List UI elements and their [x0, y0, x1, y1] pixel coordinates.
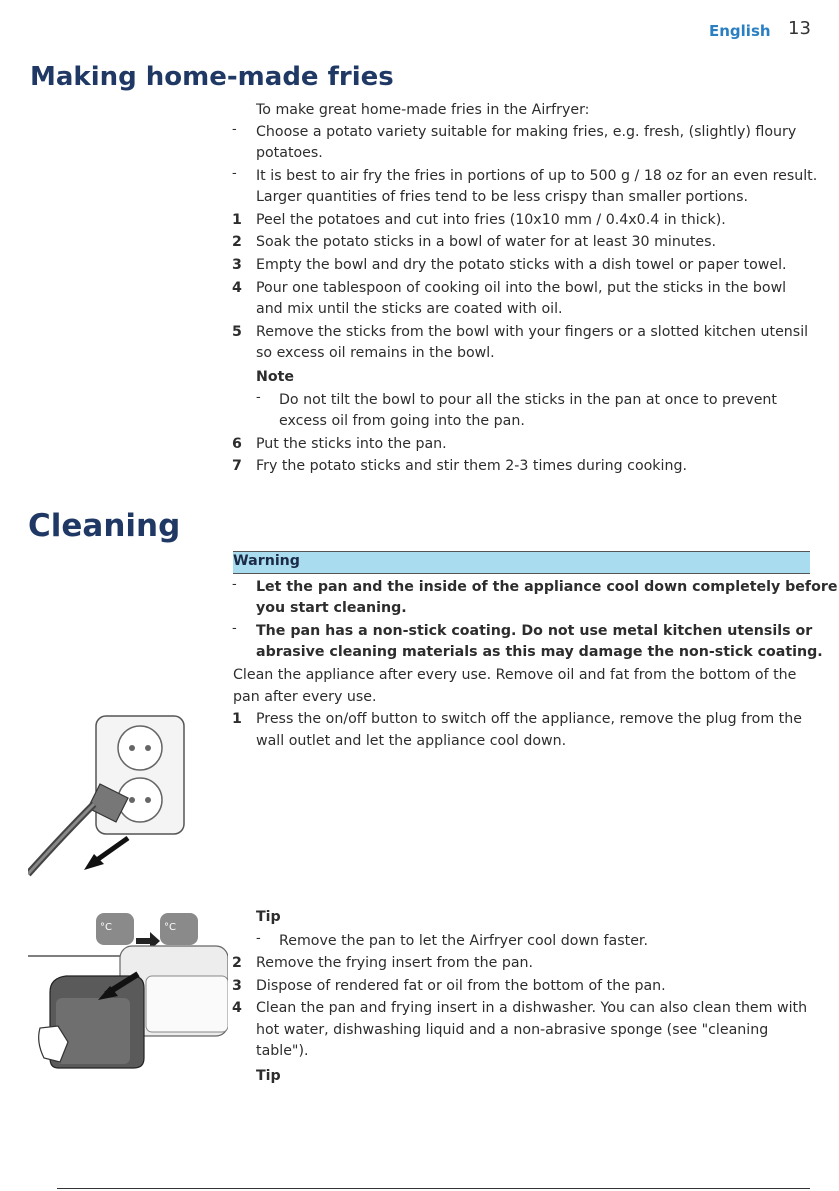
- step-4-line2: and mix until the sticks are coated with oil.: [256, 301, 563, 317]
- step-number: 6: [232, 436, 242, 452]
- bullet-2-line1: It is best to air fry the fries in portions of up to 500 g / 18 oz for an even result.: [256, 168, 818, 184]
- step-number: 1: [232, 711, 242, 727]
- bullet-2-line2: Larger quantities of fries tend to be less crispy than smaller portions.: [256, 189, 749, 205]
- clean-step-1-line2: wall outlet and let the appliance cool down.: [256, 733, 567, 749]
- warning-2-line2: abrasive cleaning materials as this may damage the non-stick coating.: [256, 644, 823, 660]
- note-label: Note: [256, 369, 295, 385]
- warning-1-line1: Let the pan and the inside of the appliance cool down completely before: [256, 579, 838, 595]
- warning-1-line2: you start cleaning.: [256, 600, 407, 616]
- cleaning-para-line2: pan after every use.: [233, 689, 377, 705]
- step-5-line2: so excess oil remains in the bowl.: [256, 345, 495, 361]
- bullet-1-line2: potatoes.: [256, 145, 323, 161]
- step-4-line1: Pour one tablespoon of cooking oil into the bowl, put the sticks in the bowl: [256, 280, 787, 296]
- section-title-cleaning: Cleaning: [28, 508, 181, 544]
- clean-step-4-line1: Clean the pan and frying insert in a dishwasher. You can also clean them with: [256, 1000, 808, 1016]
- bullet-dash: -: [232, 166, 237, 181]
- step-number: 5: [232, 324, 242, 340]
- step-number: 3: [232, 257, 242, 273]
- clean-step-3-text: Dispose of rendered fat or oil from the bottom of the pan.: [256, 978, 666, 994]
- step-7-text: Fry the potato sticks and stir them 2-3 times during cooking.: [256, 458, 687, 474]
- step-5-line1: Remove the sticks from the bowl with your fingers or a slotted kitchen utensil: [256, 324, 809, 340]
- step-number: 2: [232, 955, 242, 971]
- tip-dash: -: [256, 931, 261, 946]
- step-number: 4: [232, 280, 242, 296]
- warning-label: Warning: [233, 553, 300, 569]
- bullet-1-line1: Choose a potato variety suitable for making fries, e.g. fresh, (slightly) floury: [256, 124, 797, 140]
- intro-text: To make great home-made fries in the Airfryer:: [256, 102, 590, 118]
- warning-dash: -: [232, 577, 237, 592]
- unplug-illustration: [28, 712, 188, 884]
- note-dash: -: [256, 390, 261, 405]
- clean-step-2-text: Remove the frying insert from the pan.: [256, 955, 534, 971]
- step-number: 2: [232, 234, 242, 250]
- warning-dash: -: [232, 621, 237, 636]
- warning-2-line1: The pan has a non-stick coating. Do not use metal kitchen utensils or: [256, 623, 813, 639]
- footer-rule: [57, 1188, 810, 1189]
- bullet-dash: -: [232, 122, 237, 137]
- step-3-text: Empty the bowl and dry the potato sticks with a dish towel or paper towel.: [256, 257, 787, 273]
- airfryer-cooldown-illustration: [28, 910, 228, 1078]
- warning-bar: [233, 551, 810, 574]
- clean-step-4-line2: hot water, dishwashing liquid and a non-abrasive sponge (see "cleaning: [256, 1022, 769, 1038]
- note-line1: Do not tilt the bowl to pour all the sticks in the pan at once to prevent: [279, 392, 777, 408]
- step-1-text: Peel the potatoes and cut into fries (10x10 mm / 0.4x0.4 in thick).: [256, 212, 726, 228]
- section-title-fries: Making home-made fries: [30, 62, 394, 92]
- step-number: 1: [232, 212, 242, 228]
- page-number: 13: [788, 18, 811, 39]
- cleaning-para-line1: Clean the appliance after every use. Remove oil and fat from the bottom of the: [233, 667, 797, 683]
- thermometer-icon: °C: [100, 922, 112, 933]
- step-2-text: Soak the potato sticks in a bowl of water for at least 30 minutes.: [256, 234, 717, 250]
- clean-step-4-line3: table").: [256, 1043, 309, 1059]
- tip-1-text: Remove the pan to let the Airfryer cool down faster.: [279, 933, 648, 949]
- step-number: 4: [232, 1000, 242, 1016]
- step-number: 3: [232, 978, 242, 994]
- tip-1-label: Tip: [256, 909, 281, 925]
- tip-2-label: Tip: [256, 1068, 281, 1084]
- step-6-text: Put the sticks into the pan.: [256, 436, 447, 452]
- clean-step-1-line1: Press the on/off button to switch off the appliance, remove the plug from the: [256, 711, 802, 727]
- language-label: English: [709, 22, 771, 40]
- step-number: 7: [232, 458, 242, 474]
- thermometer-icon: °C: [164, 922, 176, 933]
- note-line2: excess oil from going into the pan.: [279, 413, 525, 429]
